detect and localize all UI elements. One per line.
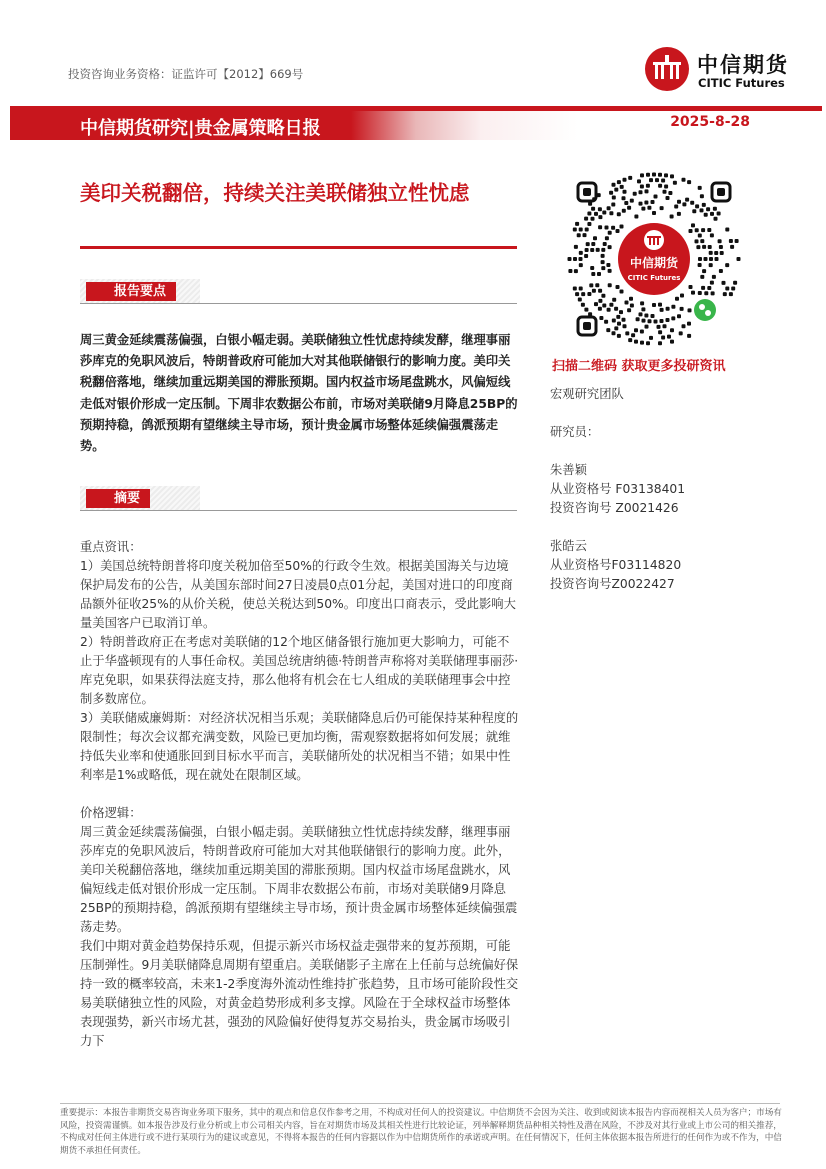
- logic-label: 价格逻辑：: [80, 806, 142, 820]
- focus-item-2: 2）特朗普政府正在考虑对美联储的12个地区储备银行施加更大影响力，可能不止于华盛顿现有的人事任命权。美国总统唐纳德·特朗普声称将对美联储理事丽莎·库克免职，如果获得法庭支持，那么他将有机会在七人组成的美联储理事会中控制多数席位。: [80, 635, 519, 706]
- focus-item-3: 3）美联储威廉姆斯：对经济状况相当乐观；美联储降息后仍可能保持某种程度的限制性；每次会议都充满变数，风险已更加均衡，需观察数据将如何发展；就维持低失业率和使通胀回到目标水平而言，美联储所处的状况相当不错；如果中性利率是1%或略低，现在就处在限制区域。: [80, 711, 519, 782]
- report-title: 美印关税翻倍，持续关注美联储独立性忧虑: [80, 181, 470, 205]
- footer-divider: [60, 1103, 780, 1104]
- focus-item-1: 1）美国总统特朗普将印度关税加倍至50%的行政令生效。根据美国海关与边境保护局发布的公告，从美国东部时间27日凌晨0点01分起，美国对进口的印度商品额外征收25%的从价关税，使总关税达到50%。印度出口商表示，受此影响大量美国客户已取消订单。: [80, 559, 516, 630]
- researcher-2-qualification: 从业资格号F03114820: [550, 558, 682, 572]
- key-points-text: 周三黄金延续震荡偏强，白银小幅走弱。美联储独立性忧虑持续发酵，继理事丽莎库克的免职风波后，特朗普政府可能加大对其他联储银行的影响力度。美印关税翻倍落地，继续加重远期美国的滞胀预期。国内权益市场尾盘跳水，风偏短线走低对银价形成一定压制。下周非农数据公布前，市场对美联储9月降息25BP的预期持稳，鸽派预期有望继续主导市场，预计贵金属市场整体延续偏强震荡走势。: [80, 333, 518, 454]
- report-banner: [10, 106, 822, 140]
- section-label-report-key: 报告要点: [86, 282, 176, 301]
- researcher-2-consult-number: 投资咨询号Z0022427: [550, 577, 675, 591]
- section-label-summary: 摘要: [86, 489, 150, 508]
- researcher-1-consult-number: 投资咨询号 Z0021426: [550, 501, 679, 515]
- banner-title: 中信期货研究|贵金属策略日报: [80, 118, 321, 139]
- logo-english-name: CITIC Futures: [698, 76, 785, 90]
- report-date: 2025-8-28: [670, 114, 750, 130]
- focus-label: 重点资讯：: [80, 540, 142, 554]
- logic-paragraph-1: 周三黄金延续震荡偏强，白银小幅走弱。美联储独立性忧虑持续发酵，继理事丽莎库克的免职风波后，特朗普政府可能加大对其他联储银行的影响力度。此外，美印关税翻倍落地，继续加重远期美国的滞胀预期。国内权益市场尾盘跳水，风偏短线走低对银价形成一定压制。下周非农数据公布前，市场对美联储9月降息25BP的预期持稳，鸽派预期有望继续主导市场，预计贵金属市场整体延续偏强震荡走势。: [80, 825, 518, 934]
- disclaimer-text: 重要提示：本报告非期货交易咨询业务项下服务，其中的观点和信息仅作参考之用，不构成对任何人的投资建议。中信期货不会因为关注、收到或阅读本报告内容而视相关人员为客户；市场有风险，投资需谨慎。如本报告涉及行业分析或上市公司相关内容，旨在对期货市场及其相关性进行比较论证，列举解释期货品种相关特性及潜在风险，不涉及对其行业或上市公司的相关推荐，不构成对任何主体进行或不进行某项行为的建议或意见，不得将本报告的任何内容据以作为中信期货所作的承诺或声明。在任何情况下，任何主体依据本报告所进行的任何作为或不作为，中信期货不承担任何责任。: [60, 1108, 782, 1156]
- summary-body: [80, 538, 520, 1051]
- qr-code-icon[interactable]: [565, 170, 743, 348]
- mini-program-icon: [694, 299, 716, 321]
- researcher-label: 研究员：: [550, 425, 600, 439]
- section-header-report-key: [80, 279, 200, 303]
- qr-logo-chinese: 中信期货: [629, 256, 679, 270]
- section-header-summary: [80, 486, 200, 510]
- qr-caption: 扫描二维码 获取更多投研资讯: [552, 359, 726, 374]
- section-divider: [80, 303, 517, 304]
- researcher-1-qualification: 从业资格号 F03138401: [550, 482, 686, 496]
- logo-chinese-name: 中信期货: [697, 53, 789, 77]
- section-divider: [80, 510, 517, 511]
- researcher-2-name: 张皓云: [550, 539, 587, 553]
- title-divider: [80, 246, 517, 249]
- qr-logo-english: CITIC Futures: [627, 274, 681, 282]
- researcher-1-name: 朱善颖: [550, 463, 587, 477]
- logic-paragraph-2: 我们中期对黄金趋势保持乐观，但提示新兴市场权益走强带来的复苏预期，可能压制弹性。9月美联储降息周期有望重启。美联储影子主席在上任前与总统偏好保持一致的概率较高，未来1-2季度海外流动性维持扩张趋势，且市场可能阶段性交易美联储独立性的风险，对黄金趋势形成利多支撑。风险在于全球权益市场整体表现强势，新兴市场尤甚，强劲的风险偏好使得复苏交易抬头，贵金属市场吸引力下: [80, 939, 519, 1048]
- research-team: [550, 385, 685, 594]
- citic-emblem-icon: [644, 46, 690, 92]
- license-text: 投资咨询业务资格：证监许可【2012】669号: [68, 67, 304, 81]
- citic-futures-logo: [644, 46, 804, 94]
- team-name: 宏观研究团队: [550, 387, 624, 401]
